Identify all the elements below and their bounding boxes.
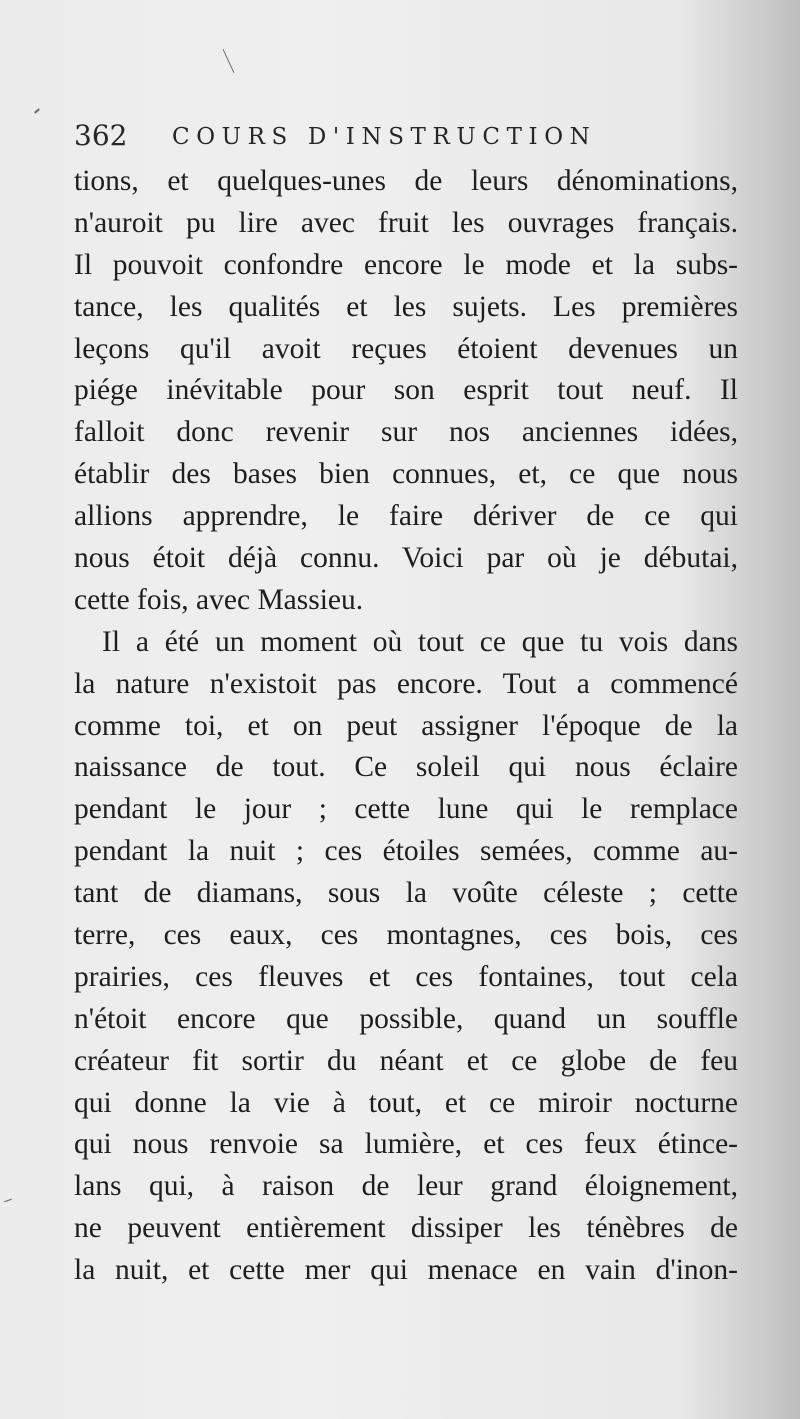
text-line: comme toi, et on peut assigner l'époque de la — [74, 709, 738, 742]
text-line: ne peuvent entièrement dissiper les ténèbres de — [74, 1212, 738, 1245]
text-line: falloit donc revenir sur nos anciennes idées, — [74, 416, 738, 449]
text-line: tance, les qualités et les sujets. Les premières — [74, 290, 738, 323]
text-line: établir des bases bien connues, et, ce que nous — [74, 458, 738, 491]
text-line: Il pouvoit confondre encore le mode et la subs- — [74, 248, 738, 281]
text-line: prairies, ces fleuves et ces fontaines, tout cela — [74, 960, 738, 993]
text-line: pendant la nuit ; ces étoiles semées, comme au- — [74, 835, 738, 868]
page-header — [74, 118, 754, 158]
text-line: Il a été un moment où tout ce que tu vois dans — [102, 625, 738, 658]
ink-speck — [4, 1199, 12, 1203]
text-line: qui nous renvoie sa lumière, et ces feux étince- — [74, 1128, 738, 1161]
text-line: tions, et quelques-unes de leurs dénominations, — [74, 165, 738, 197]
text-line: n'étoit encore que possible, quand un souffle — [74, 1002, 738, 1035]
text-line: pendant le jour ; cette lune qui le remplace — [74, 793, 738, 826]
text-line: n'auroit pu lire avec fruit les ouvrages français. — [74, 206, 738, 239]
text-line: piége inévitable pour son esprit tout neuf. Il — [74, 374, 738, 407]
text-line: la nuit, et cette mer qui menace en vain d'inon- — [74, 1254, 738, 1287]
text-line: créateur fit sortir du néant et ce globe de feu — [74, 1044, 738, 1077]
text-line: tant de diamans, sous la voûte céleste ; cette — [74, 877, 738, 910]
ink-speck — [223, 49, 235, 73]
page-number: 362 — [74, 119, 128, 152]
text-line: la nature n'existoit pas encore. Tout a commencé — [74, 667, 738, 700]
text-line: nous étoit déjà connu. Voici par où je débutai, — [74, 542, 738, 575]
ink-speck — [34, 108, 40, 113]
body-text — [74, 161, 738, 1292]
text-line: qui donne la vie à tout, et ce miroir nocturne — [74, 1086, 738, 1119]
text-line: leçons qu'il avoit reçues étoient devenues un — [74, 332, 738, 365]
text-line: cette fois, avec Massieu. — [74, 583, 364, 616]
text-line: terre, ces eaux, ces montagnes, ces bois, ces — [74, 919, 738, 952]
running-head: COURS D'INSTRUCTION — [172, 124, 597, 150]
text-line: lans qui, à raison de leur grand éloignement, — [74, 1170, 738, 1203]
text-line: allions apprendre, le faire dériver de ce qui — [74, 500, 738, 533]
text-line: naissance de tout. Ce soleil qui nous éclaire — [74, 751, 738, 784]
